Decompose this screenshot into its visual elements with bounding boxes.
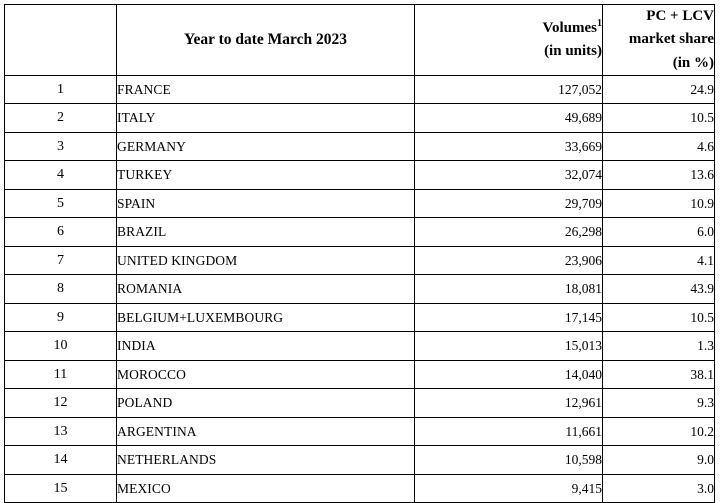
table-row [5, 332, 715, 361]
cell-rank: 7 [5, 246, 117, 275]
table-row [5, 389, 715, 418]
header-share-line2: market share [628, 31, 714, 48]
cell-volume: 18,081 [415, 275, 603, 304]
header-rank [5, 5, 117, 76]
cell-volume: 15,013 [415, 332, 603, 361]
cell-rank: 2 [5, 104, 117, 133]
cell-market-share: 13.6 [603, 161, 715, 190]
cell-market-share: 9.3 [603, 389, 715, 418]
table-row [5, 75, 715, 104]
cell-volume: 26,298 [415, 218, 603, 247]
cell-market-share: 6.0 [603, 218, 715, 247]
cell-rank: 11 [5, 360, 117, 389]
table-row [5, 132, 715, 161]
cell-rank: 1 [5, 75, 117, 104]
volumes-table [4, 4, 715, 503]
cell-country: NETHERLANDS [117, 446, 415, 475]
table-row [5, 446, 715, 475]
cell-volume: 23,906 [415, 246, 603, 275]
cell-volume: 32,074 [415, 161, 603, 190]
cell-market-share: 9.0 [603, 446, 715, 475]
cell-country: POLAND [117, 389, 415, 418]
cell-country: MOROCCO [117, 360, 415, 389]
cell-market-share: 10.5 [603, 303, 715, 332]
header-volumes-unit: (in units) [544, 43, 602, 60]
cell-rank: 9 [5, 303, 117, 332]
cell-country: MEXICO [117, 474, 415, 503]
cell-volume: 14,040 [415, 360, 603, 389]
cell-volume: 17,145 [415, 303, 603, 332]
table-row [5, 303, 715, 332]
cell-volume: 33,669 [415, 132, 603, 161]
cell-volume: 127,052 [415, 75, 603, 104]
header-volumes-line1 [415, 16, 602, 40]
table-row [5, 218, 715, 247]
header-volumes-footnote: 1 [597, 18, 602, 30]
cell-rank: 4 [5, 161, 117, 190]
cell-market-share: 4.1 [603, 246, 715, 275]
cell-country: ARGENTINA [117, 417, 415, 446]
cell-volume: 9,415 [415, 474, 603, 503]
header-market-share [603, 5, 715, 76]
cell-market-share: 1.3 [603, 332, 715, 361]
cell-market-share: 38.1 [603, 360, 715, 389]
cell-country: SPAIN [117, 189, 415, 218]
cell-rank: 12 [5, 389, 117, 418]
table-row [5, 474, 715, 503]
cell-market-share: 43.9 [603, 275, 715, 304]
cell-rank: 6 [5, 218, 117, 247]
header-title: Year to date March 2023 [117, 5, 415, 76]
cell-country: FRANCE [117, 75, 415, 104]
cell-country: ROMANIA [117, 275, 415, 304]
cell-volume: 29,709 [415, 189, 603, 218]
cell-country: GERMANY [117, 132, 415, 161]
cell-rank: 14 [5, 446, 117, 475]
table-row [5, 104, 715, 133]
cell-volume: 12,961 [415, 389, 603, 418]
cell-rank: 3 [5, 132, 117, 161]
cell-market-share: 3.0 [603, 474, 715, 503]
cell-country: BRAZIL [117, 218, 415, 247]
header-row [5, 5, 715, 76]
cell-rank: 5 [5, 189, 117, 218]
header-share-line3: (in %) [672, 54, 714, 71]
cell-market-share: 4.6 [603, 132, 715, 161]
header-volumes [415, 5, 603, 76]
table-row [5, 275, 715, 304]
cell-market-share: 10.2 [603, 417, 715, 446]
cell-rank: 13 [5, 417, 117, 446]
cell-rank: 10 [5, 332, 117, 361]
header-share-line1: PC + LCV [646, 8, 714, 24]
cell-rank: 8 [5, 275, 117, 304]
table-row [5, 161, 715, 190]
table-row [5, 246, 715, 275]
table-row [5, 417, 715, 446]
cell-market-share: 24.9 [603, 75, 715, 104]
cell-rank: 15 [5, 474, 117, 503]
cell-country: ITALY [117, 104, 415, 133]
table-row [5, 360, 715, 389]
cell-country: BELGIUM+LUXEMBOURG [117, 303, 415, 332]
header-volumes-label: Volumes [542, 20, 597, 37]
cell-market-share: 10.9 [603, 189, 715, 218]
table-row [5, 189, 715, 218]
cell-volume: 49,689 [415, 104, 603, 133]
table-header [5, 5, 715, 76]
cell-country: UNITED KINGDOM [117, 246, 415, 275]
cell-country: INDIA [117, 332, 415, 361]
table-body [5, 75, 715, 503]
cell-volume: 10,598 [415, 446, 603, 475]
cell-market-share: 10.5 [603, 104, 715, 133]
cell-volume: 11,661 [415, 417, 603, 446]
cell-country: TURKEY [117, 161, 415, 190]
